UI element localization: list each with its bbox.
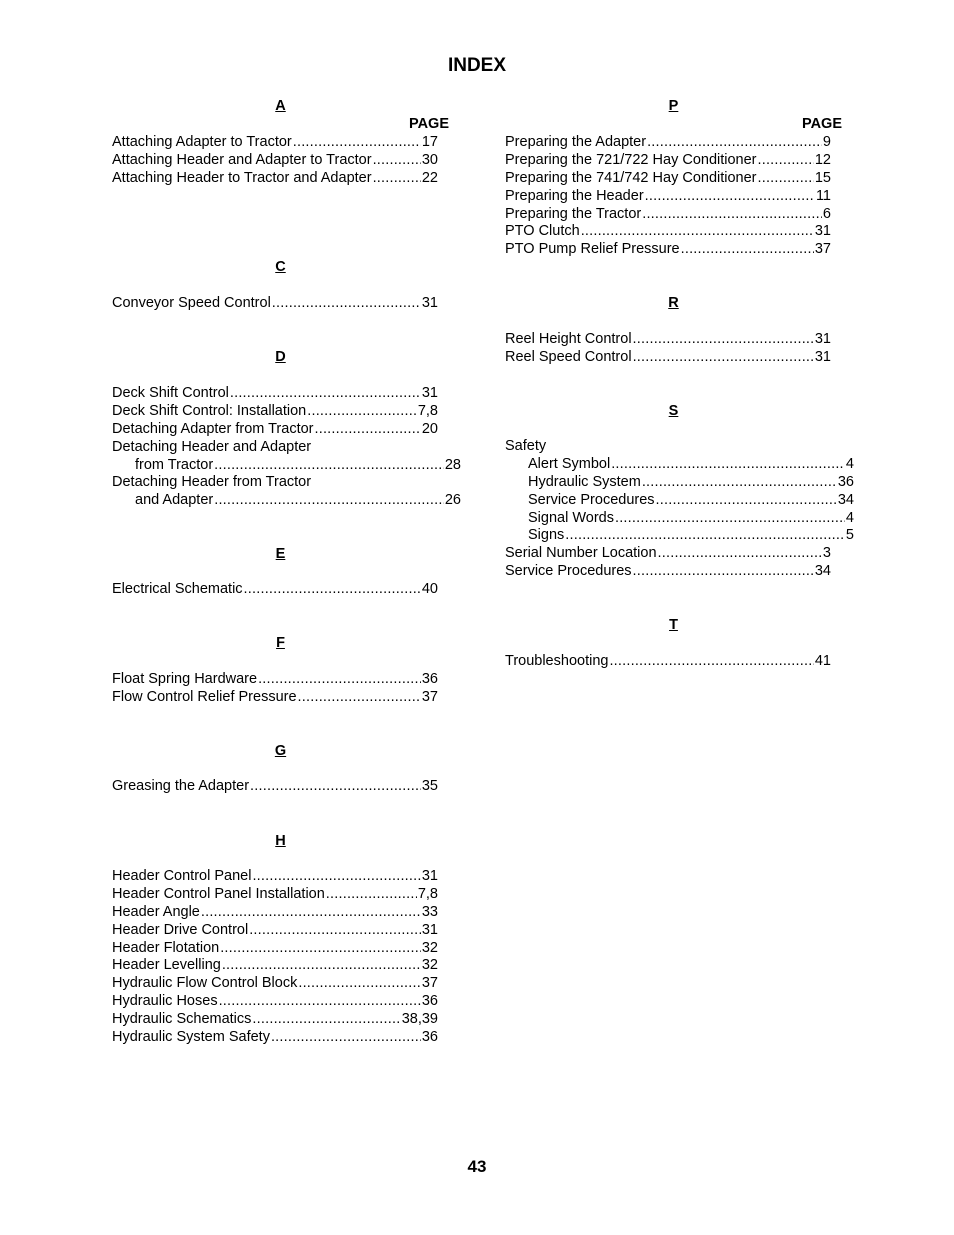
index-subentry: Signs ..... 5 <box>505 527 854 545</box>
index-entry: Header Angle ..... 33 <box>112 904 438 922</box>
section-g-entries <box>112 778 449 796</box>
index-entry: Greasing the Adapter ..... 35 <box>112 778 438 796</box>
index-entry: Detaching Header from Tractor <box>112 474 312 491</box>
index-entry: Detaching Header and Adapter <box>112 438 312 455</box>
index-entry: Service Procedures ..... 34 <box>505 563 831 581</box>
index-entry: Attaching Header and Adapter to Tractor ..... 30 <box>112 152 438 170</box>
index-entry: Safety <box>505 438 547 454</box>
index-subentry: Service Procedures ..... 34 <box>505 492 854 510</box>
page-column-header: PAGE <box>801 116 842 132</box>
section-letter-h: H <box>275 833 286 849</box>
index-entry: Attaching Adapter to Tractor ..... 17 <box>112 134 438 152</box>
section-letter-g: G <box>274 743 287 759</box>
index-entry: Detaching Adapter from Tractor ..... 20 <box>112 421 438 439</box>
index-entry: Deck Shift Control: Installation ..... 7,8 <box>112 403 438 421</box>
index-entry: Header Drive Control ..... 31 <box>112 922 438 940</box>
section-f-entries <box>112 671 449 707</box>
index-entry: Reel Height Control ..... 31 <box>505 331 831 349</box>
section-s-entries <box>505 438 854 581</box>
section-letter-e: E <box>275 546 286 562</box>
index-entry: PTO Pump Relief Pressure ..... 37 <box>505 241 831 259</box>
section-e-entries <box>112 581 449 599</box>
index-entry: Attaching Header to Tractor and Adapter ..... 22 <box>112 170 438 188</box>
section-p-entries <box>505 134 842 259</box>
index-entry: Hydraulic Hoses ..... 36 <box>112 993 438 1011</box>
page-column-header: PAGE <box>408 116 449 132</box>
index-entry: Preparing the Adapter ..... 9 <box>505 134 831 152</box>
section-t-entries <box>505 653 842 671</box>
index-entry: PTO Clutch ..... 31 <box>505 223 831 241</box>
index-entry: Hydraulic System Safety ..... 36 <box>112 1029 438 1047</box>
index-entry: Preparing the Header ..... 11 <box>505 188 831 206</box>
section-letter-p: P <box>668 98 679 114</box>
index-entry: Deck Shift Control ..... 31 <box>112 385 438 403</box>
index-subentry: Alert Symbol ..... 4 <box>505 456 854 474</box>
index-entry: Hydraulic Flow Control Block ..... 37 <box>112 975 438 993</box>
section-letter-a: A <box>275 98 286 114</box>
index-entry: Header Flotation ..... 32 <box>112 940 438 958</box>
section-letter-t: T <box>669 617 678 633</box>
index-entry: Float Spring Hardware ..... 36 <box>112 671 438 689</box>
section-letter-d: D <box>275 349 286 365</box>
index-subentry: Signal Words ..... 4 <box>505 510 854 528</box>
section-letter-c: C <box>275 259 286 275</box>
section-letter-s: S <box>668 403 679 419</box>
section-d-entries <box>112 385 461 510</box>
index-subentry: and Adapter ..... 26 <box>112 492 461 510</box>
index-entry: Conveyor Speed Control ..... 31 <box>112 295 438 313</box>
index-entry: Flow Control Relief Pressure ..... 37 <box>112 689 438 707</box>
section-h-entries <box>112 868 449 1047</box>
index-entry: Troubleshooting ..... 41 <box>505 653 831 671</box>
section-a-entries <box>112 134 449 188</box>
index-entry: Preparing the 741/742 Hay Conditioner ..... 15 <box>505 170 831 188</box>
section-r-entries <box>505 331 842 367</box>
index-entry: Electrical Schematic ..... 40 <box>112 581 438 599</box>
index-entry: Header Levelling ..... 32 <box>112 957 438 975</box>
index-entry: Preparing the 721/722 Hay Conditioner ..... 12 <box>505 152 831 170</box>
index-entry: Header Control Panel ..... 31 <box>112 868 438 886</box>
section-c-entries <box>112 295 449 313</box>
section-letter-f: F <box>276 635 285 651</box>
page-title: INDEX <box>447 55 507 76</box>
section-letter-r: R <box>668 295 679 311</box>
page-number: 43 <box>467 1157 487 1176</box>
index-entry: Serial Number Location ..... 3 <box>505 545 831 563</box>
index-subentry: Hydraulic System ..... 36 <box>505 474 854 492</box>
index-entry: Reel Speed Control ..... 31 <box>505 349 831 367</box>
index-entry: Hydraulic Schematics ..... 38,39 <box>112 1011 438 1029</box>
index-entry: Header Control Panel Installation ..... 7,8 <box>112 886 438 904</box>
index-subentry: from Tractor ..... 28 <box>112 457 461 475</box>
index-entry: Preparing the Tractor ..... 6 <box>505 206 831 224</box>
